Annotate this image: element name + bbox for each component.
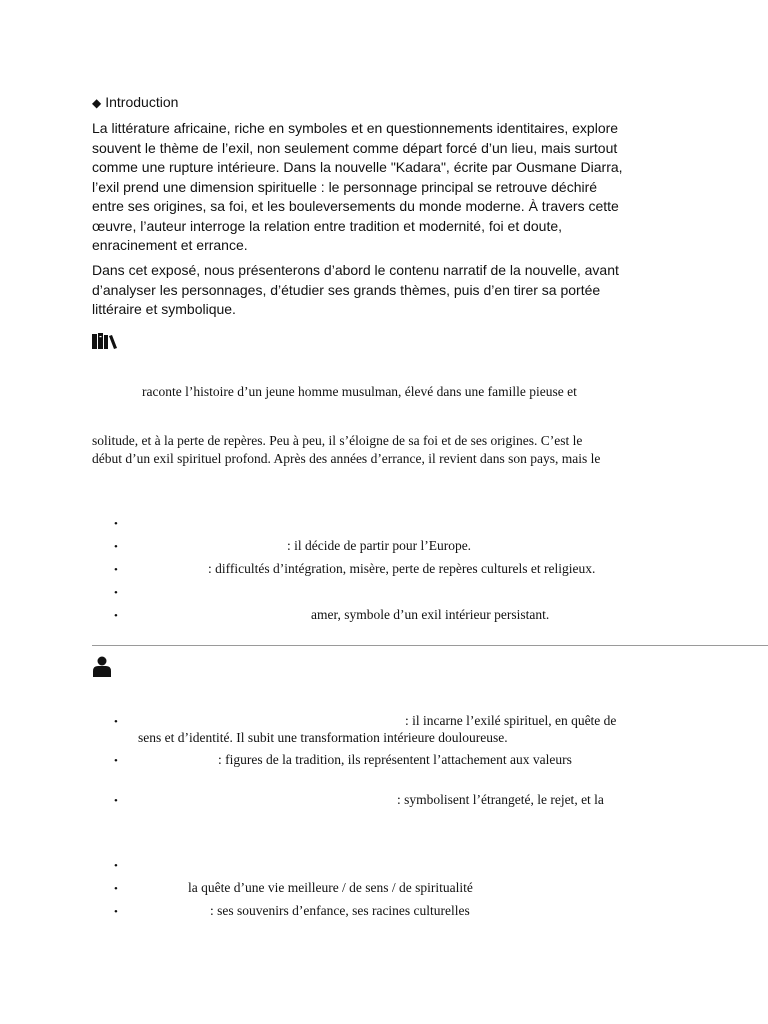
paragraph-line: comme une rupture intérieure. Dans la nouvelle "Kadara", écrite par Ousmane Diarra, [92, 159, 623, 175]
paragraph-line: Dans cet exposé, nous présenterons d’abord le contenu narratif de la nouvelle, avant [92, 262, 619, 278]
list-item: : figures de la tradition, ils représentent l’attachement aux valeurs [218, 752, 572, 767]
list-bullet: • [114, 610, 118, 622]
summary-line-1: raconte l’histoire d’un jeune homme musulman, élevé dans une famille pieuse et [142, 384, 577, 399]
list-bullet: • [114, 883, 118, 895]
paragraph-line: souvent le thème de l’exil, non seulement comme départ forcé d’un lieu, mais surtout [92, 139, 618, 156]
intro-paragraph-1 [92, 119, 692, 256]
list-bullet: • [114, 906, 118, 918]
books-icon [92, 333, 118, 349]
list-item: la quête d’une vie meilleure / de sens / de spiritualité [188, 880, 473, 895]
list-item: : difficultés d’intégration, misère, perte de repères culturels et religieux. [208, 561, 596, 576]
paragraph-line: d’analyser les personnages, d’étudier ses grands thèmes, puis d’en tirer sa portée [92, 281, 601, 298]
paragraph-line: La littérature africaine, riche en symboles et en questionnements identitaires, explore [92, 120, 619, 136]
list-bullet: • [114, 860, 118, 872]
list-item: amer, symbole d’un exil intérieur persistant. [311, 607, 550, 622]
paragraph-line: l’exil prend une dimension spirituelle : le personnage principal se retrouve déchiré [92, 178, 598, 195]
intro-paragraph-2 [92, 261, 692, 320]
section-divider [92, 645, 768, 646]
list-bullet: • [114, 716, 118, 728]
summary-line-3: début d’un exil spirituel profond. Après des années d’errance, il revient dans son pays, mais le [92, 451, 601, 466]
list-bullet: • [114, 541, 118, 553]
list-item: : il décide de partir pour l’Europe. [287, 538, 472, 553]
paragraph-line: enracinement et errance. [92, 237, 248, 253]
paragraph-line: œuvre, l’auteur interroge la relation entre tradition et modernité, foi et doute, [92, 217, 563, 234]
list-item: : il incarne l’exilé spirituel, en quête de [405, 713, 617, 728]
summary-line-2: solitude, et à la perte de repères. Peu à peu, il s’éloigne de sa foi et de ses origines. C’est le [92, 433, 583, 448]
list-bullet: • [114, 795, 118, 807]
intro-heading [92, 94, 178, 110]
list-bullet: • [114, 518, 118, 530]
paragraph-line: entre ses origines, sa foi, et les bouleversements du monde moderne. À travers cette [92, 198, 619, 214]
list-item: : ses souvenirs d’enfance, ses racines culturelles [210, 903, 470, 918]
list-bullet: • [114, 587, 118, 599]
list-bullet: • [114, 755, 118, 767]
diamond-icon: ◆ [92, 96, 102, 110]
paragraph-line: littéraire et symbolique. [92, 301, 236, 317]
list-item-continuation: sens et d’identité. Il subit une transformation intérieure douloureuse. [138, 730, 508, 745]
intro-heading-text: Introduction [105, 94, 179, 110]
list-item: : symbolisent l’étrangeté, le rejet, et la [397, 792, 604, 807]
list-bullet: • [114, 564, 118, 576]
person-icon [92, 656, 112, 678]
